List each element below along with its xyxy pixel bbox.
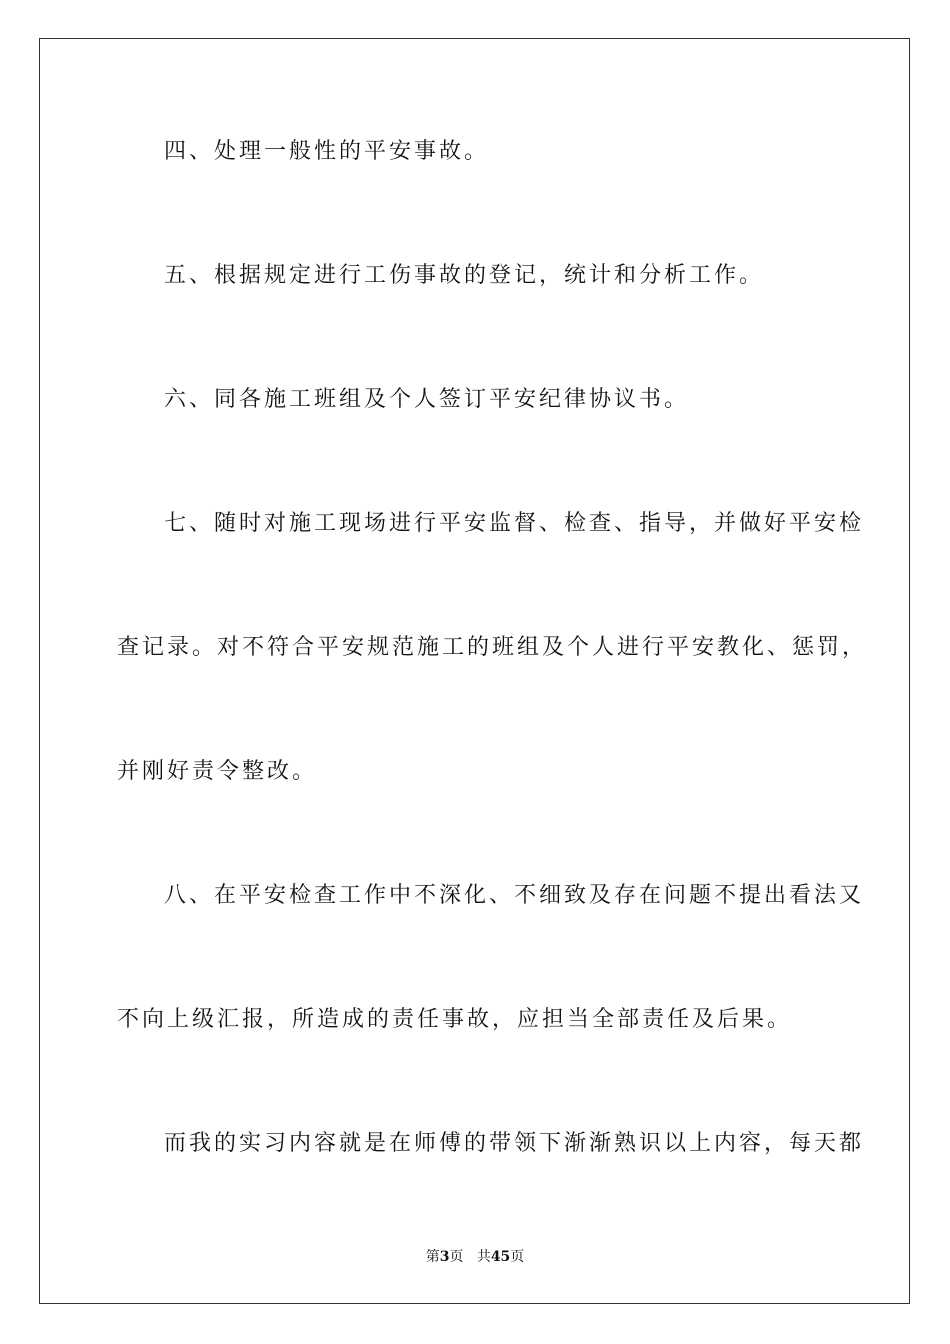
page-border bbox=[39, 38, 910, 1304]
paragraph-line-2: 五、根据规定进行工伤事故的登记，统计和分析工作。 bbox=[164, 263, 765, 288]
paragraph-line-7: 八、在平安检查工作中不深化、不细致及存在问题不提出看法又 bbox=[164, 883, 865, 908]
footer-page-number: 3 bbox=[439, 1249, 450, 1265]
paragraph-line-3: 六、同各施工班组及个人签订平安纪律协议书。 bbox=[164, 387, 690, 412]
footer-total-pages: 45 bbox=[490, 1249, 511, 1265]
paragraph-line-6: 并刚好责令整改。 bbox=[117, 759, 318, 784]
footer-page-prefix: 第 bbox=[425, 1249, 440, 1265]
paragraph-line-4: 七、随时对施工现场进行平安监督、检查、指导，并做好平安检 bbox=[164, 511, 865, 536]
footer-total-prefix: 共 bbox=[476, 1249, 491, 1265]
paragraph-line-8: 不向上级汇报，所造成的责任事故，应担当全部责任及后果。 bbox=[117, 1007, 793, 1032]
footer-page-suffix: 页 bbox=[449, 1249, 464, 1265]
paragraph-line-5: 查记录。对不符合平安规范施工的班组及个人进行平安教化、惩罚， bbox=[117, 635, 868, 660]
paragraph-line-9: 而我的实习内容就是在师傅的带领下渐渐熟识以上内容，每天都 bbox=[164, 1131, 865, 1156]
paragraph-line-1: 四、处理一般性的平安事故。 bbox=[164, 139, 490, 164]
page-footer bbox=[0, 1248, 950, 1266]
footer-total-suffix: 页 bbox=[510, 1249, 525, 1265]
